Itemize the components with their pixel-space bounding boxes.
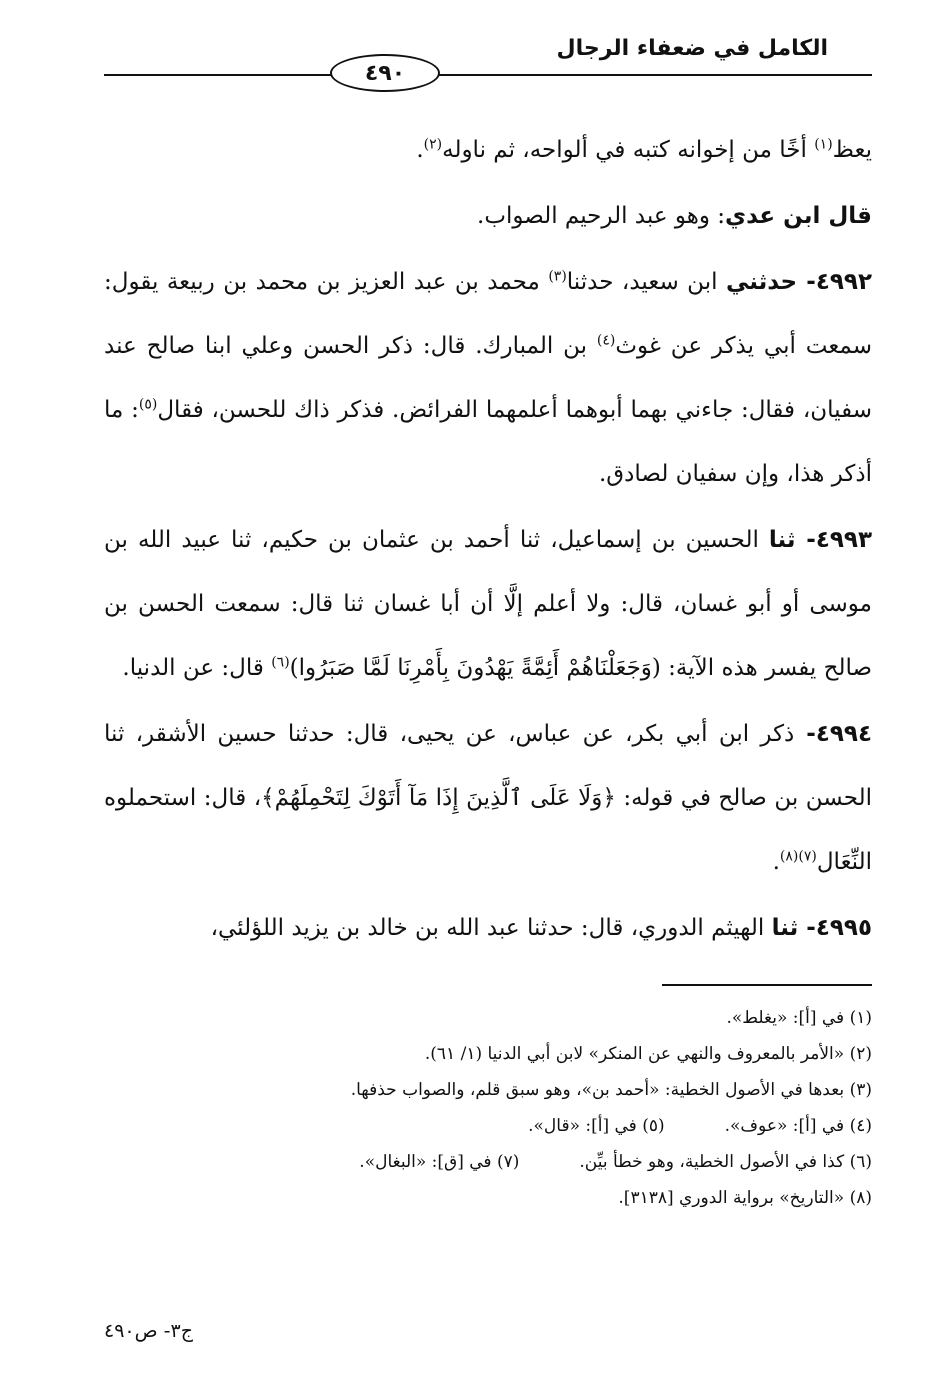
footnote-row-6-7 xyxy=(104,1144,872,1180)
footnote-row-4-5 xyxy=(104,1108,872,1144)
text-run: ذكر ابن أبي بكر، عن عباس، عن يحيى، قال: حدثنا حسين الأشقر، ثنا الحسن بن صالح في قوله: xyxy=(104,721,872,811)
entry-number: ٤٩٩٤ xyxy=(815,721,872,747)
entry-number: ٤٩٩٥ xyxy=(815,915,872,941)
entry-4992 xyxy=(104,250,872,506)
text-run: أخًا من إخوانه كتبه في ألواحه، ثم ناوله xyxy=(442,137,815,163)
footnote-1: (١) في [أ]: «يغلط». xyxy=(726,1008,872,1028)
footnote-ref-7-8: (٧)(٨) xyxy=(779,848,817,865)
footnote-ref-3: (٣) xyxy=(548,268,567,285)
footnote-2: (٢) «الأمر بالمعروف والنهي عن المنكر» لابن أبي الدنيا (١/ ٦١). xyxy=(424,1044,872,1064)
footnote-ref-2: (٢) xyxy=(423,136,443,153)
paragraph-1 xyxy=(104,118,872,182)
entry-number: ٤٩٩٢ xyxy=(815,269,872,295)
entry-dash: - xyxy=(794,721,816,747)
footnote-separator xyxy=(662,984,872,986)
text-run: : وهو عبد الرحيم الصواب. xyxy=(477,203,726,229)
footnote-ref-6: (٦) xyxy=(271,654,290,671)
text-run: : ما أذكر هذا، وإن سفيان لصادق. xyxy=(104,397,872,487)
entry-dash: - xyxy=(798,915,816,941)
volume-page-reference: ج٣- ص٤٩٠ xyxy=(104,1320,193,1342)
footnote-ref-5: (٥) xyxy=(138,396,158,413)
entry-4994 xyxy=(104,702,872,894)
entry-4995 xyxy=(104,896,872,960)
entry-dash: - xyxy=(795,527,816,553)
footnote-5: (٥) في [أ]: «قال». xyxy=(528,1116,665,1136)
text-run: . xyxy=(772,849,780,875)
narration-keyword: ثنا xyxy=(768,527,796,553)
entry-4993 xyxy=(104,508,872,700)
text-run: يعظ xyxy=(832,137,872,163)
footnotes xyxy=(104,1000,872,1216)
text-run: قال: عن الدنيا. xyxy=(122,655,272,681)
quran-verse: ﴿وَلَا عَلَى ٱلَّذِينَ إِذَا مَآ أَتَوْكَ لِتَحْمِلَهُمْ﴾ xyxy=(261,785,616,811)
narration-keyword: حدثني xyxy=(725,269,798,295)
text-run: ابن سعيد، حدثنا xyxy=(566,269,726,295)
speaker-label: قال ابن عدي xyxy=(725,203,872,229)
main-text xyxy=(104,118,872,962)
text-run: . xyxy=(416,137,424,163)
text-run: بن المبارك. قال: ذكر الحسن وعلي ابنا صالح عند سفيان، فقال: جاءني بهما أبوهما أعلمهما الفرائض. فذكر ذاك للحسن، فقال xyxy=(104,333,873,423)
entry-dash: - xyxy=(797,269,816,295)
footnote-7: (٧) في [ق]: «البغال». xyxy=(359,1152,520,1172)
narration-keyword: ثنا xyxy=(771,915,799,941)
page-number-badge xyxy=(330,54,440,92)
footnote-ref-4: (٤) xyxy=(596,332,616,349)
paragraph-2 xyxy=(104,184,872,248)
text-run: محمد بن عبد العزيز بن محمد بن ربيعة يقول: سمعت أبي يذكر عن غوث xyxy=(104,269,872,359)
text-run: ، قال: استحملوه النِّعَال xyxy=(104,785,872,875)
footnote-ref-1: (١) xyxy=(814,136,833,153)
footnote-8: (٨) «التاريخ» برواية الدوري [٣١٣٨]. xyxy=(618,1188,872,1208)
footnote-4: (٤) في [أ]: «عوف». xyxy=(724,1116,872,1136)
text-run: الهيثم الدوري، قال: حدثنا عبد الله بن خالد بن يزيد اللؤلئي، xyxy=(210,915,772,941)
page-number: ٤٩٠ xyxy=(364,60,406,86)
text-run: الحسين بن إسماعيل، ثنا أحمد بن عثمان بن حكيم، ثنا عبيد الله بن موسى أو أبو غسان، قال: ولا أعلم إلَّا أن أبا غسان ثنا قال: سمعت الحسن بن صالح يفسر هذه الآية: (وَجَعَلْنَاهُمْ أَئِمَّةً يَهْدُونَ بِأَمْرِنَا لَمَّا صَبَرُوا) xyxy=(104,527,872,681)
running-header-title: الكامل في ضعفاء الرجال xyxy=(556,36,828,61)
header-rule xyxy=(104,74,872,76)
entry-number: ٤٩٩٣ xyxy=(815,527,872,553)
footnote-3: (٣) بعدها في الأصول الخطية: «أحمد بن»، وهو سبق قلم، والصواب حذفها. xyxy=(350,1080,872,1100)
footnote-6: (٦) كذا في الأصول الخطية، وهو خطأ بيِّن. xyxy=(579,1152,872,1172)
